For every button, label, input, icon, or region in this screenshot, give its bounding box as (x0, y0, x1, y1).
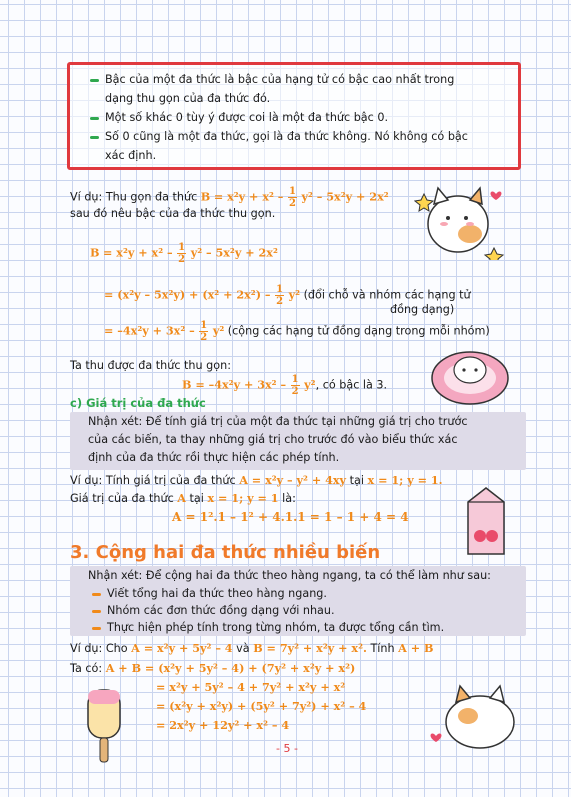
bullet-dash-icon (92, 627, 101, 630)
bullet-dash-icon (92, 593, 101, 596)
sum-row-2: = x²y + 5y² – 4 + 7y² + x²y + x² (156, 680, 346, 694)
step-item-2: Nhóm các đơn thức đồng dạng với nhau. (92, 603, 335, 619)
fraction: $\frac{1}{2}$ (178, 242, 186, 265)
step-item-1: Viết tổng hai đa thức theo hàng ngang. (92, 586, 327, 602)
note-c-line-3: định của đa thức rồi thực hiện các phép tính. (88, 451, 340, 464)
note-c-line-2: của các biến, ta thay những giá trị cho trước đó vào biểu thức xác (88, 433, 458, 446)
sum-row-1: Ta có: A + B = (x²y + 5y² – 4) + (7y² + x²y + x²) (70, 661, 356, 675)
fraction: $\frac{1}{2}$ (291, 374, 299, 397)
section-c-title: c) Giá trị của đa thức (70, 396, 206, 410)
example-c: Ví dụ: Tính giá trị của đa thức A = x²y – y² + 4xy tại x = 1; y = 1. (70, 473, 443, 487)
value-calc: A = 1².1 – 1² + 4.1.1 = 1 – 1 + 4 = 4 (172, 510, 409, 524)
result-lead: Ta thu được đa thức thu gọn: (70, 359, 231, 372)
bullet-dash-icon (92, 610, 101, 613)
example-1-line: Ví dụ: Thu gọn đa thức B = x²y + x² – $\frac{1}{2}$ y² – 5x²y + 2x² (70, 186, 389, 209)
box-item-3-cont: xác định. (105, 149, 157, 162)
cat-sleeping-icon (430, 676, 526, 756)
box-item-1: Bậc của một đa thức là bậc của hạng tử có bậc cao nhất trong (90, 72, 454, 88)
milk-carton-icon (460, 484, 512, 560)
fraction: $\frac{1}{2}$ (288, 186, 296, 209)
popsicle-icon (82, 686, 126, 766)
value-line: Giá trị của đa thức A tại x = 1; y = 1 là: (70, 491, 296, 505)
sum-row-4: = 2x²y + 12y² + x² – 4 (156, 718, 290, 732)
bullet-dash-icon (90, 117, 99, 120)
result-formula: B = –4x²y + 3x² – $\frac{1}{2}$ y², có bậc là 3. (182, 374, 388, 397)
box-item-2: Một số khác 0 tùy ý được coi là một đa thức bậc 0. (90, 110, 388, 126)
bullet-dash-icon (90, 136, 99, 139)
step-3: = –4x²y + 3x² – $\frac{1}{2}$ y² (cộng các hạng tử đồng dạng trong mỗi nhóm) (104, 320, 490, 343)
step-1: B = x²y + x² – $\frac{1}{2}$ y² – 5x²y + 2x² (90, 242, 278, 265)
box-item-1-cont: dạng thu gọn của đa thức đó. (105, 92, 271, 105)
note-c-line-1: Nhận xét: Để tính giá trị của một đa thức tại những giá trị cho trước (88, 415, 468, 428)
step-2-note: đồng dạng) (390, 303, 455, 316)
example-3: Ví dụ: Cho A = x²y + 5y² – 4 và B = 7y² + x²y + x². Tính A + B (70, 641, 434, 655)
sum-row-3: = (x²y + x²y) + (5y² + 7y²) + x² – 4 (156, 699, 367, 713)
fraction: $\frac{1}{2}$ (276, 284, 284, 307)
note-3: Nhận xét: Để cộng hai đa thức theo hàng ngang, ta có thể làm như sau: (88, 569, 491, 582)
example-1-line-2: sau đó nêu bậc của đa thức thu gọn. (70, 207, 276, 220)
fraction: $\frac{1}{2}$ (200, 320, 208, 343)
cat-sticker-icon (414, 176, 510, 260)
page-number: - 5 - (276, 742, 298, 755)
cat-pillow-icon (430, 342, 510, 406)
step-2: = (x²y – 5x²y) + (x² + 2x²) – $\frac{1}{2}$ y² (đổi chỗ và nhóm các hạng tử (104, 284, 471, 307)
box-item-3: Số 0 cũng là một đa thức, gọi là đa thức không. Nó không có bậc (90, 129, 468, 145)
bullet-dash-icon (90, 79, 99, 82)
section-3-title: 3. Cộng hai đa thức nhiều biến (70, 542, 381, 563)
step-item-3: Thực hiện phép tính trong từng nhóm, ta được tổng cần tìm. (92, 620, 444, 636)
